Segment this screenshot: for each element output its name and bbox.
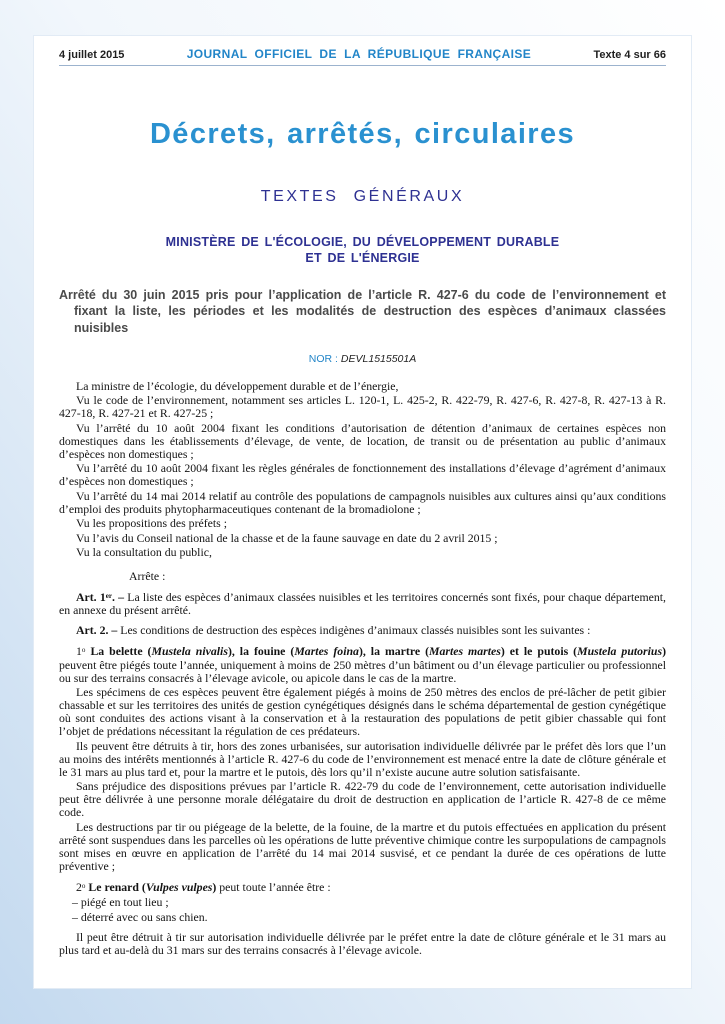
header-rule: [59, 65, 666, 66]
body-paragraph: Les destructions par tir ou piégeage de la belette, de la fouine, de la martre et du putois effectuées en application du présent arrêté sont suspendues dans les parcelles où les opérations de lutte préventive chimique contre les surpopulations de campagnols sont mises en œuvre en application de l’arrêté du 14 mai 2014 susvisé, et ce pendant la durée de ces opérations de lutte préventive ;: [59, 819, 666, 873]
body-paragraph: Art. 1er. – La liste des espèces d’animaux classées nuisibles et les territoires concernés sont fixés, pour chaque département, en annexe du présent arrêté.: [59, 590, 666, 618]
body-paragraph: Vu l’arrêté du 10 août 2004 fixant les règles générales de fonctionnement des installations d’élevage d’agrément d’animaux d’espèces non domestiques ;: [59, 461, 666, 489]
document-page: [33, 35, 692, 989]
body-paragraph: Il peut être détruit à tir sur autorisation individuelle délivrée par le préfet entre la date de clôture générale et le 31 mars au plus tard et au-delà du 31 mars sur des terrains consacrés à l’élevage avicole.: [59, 929, 666, 957]
body-paragraph: Vu l’avis du Conseil national de la chasse et de la faune sauvage en date du 2 avril 2015 ;: [76, 530, 498, 545]
body-paragraph: Vu le code de l’environnement, notamment ses articles L. 120-1, L. 425-2, R. 422-79, R. 427-6, R. 427-8, R. 427-13 à R. 427-18, R. 427-21 et R. 427-25 ;: [59, 393, 666, 421]
body-paragraph: – piégé en tout lieu ;: [72, 894, 169, 909]
body-paragraph: Les spécimens de ces espèces peuvent être également piégés à moins de 250 mètres des enclos de pré-lâcher de petit gibier chassable et sur les territoires des unités de gestion cynégétiques désignés dans le schéma départemental de gestion cynégétique où sont conduites des actions visant à la conservation et à la restauration des populations de petit gibier chassable qui font l’objet de prédations nécessitant la régulation de ces prédateurs.: [59, 685, 666, 739]
body-paragraph: 2$^o$ Le renard (Vulpes vulpes) peut toute l’année être :: [76, 879, 331, 894]
ministry-line2: ET DE L'ÉNERGIE: [305, 251, 420, 265]
page-header: [59, 36, 666, 61]
article-title: Arrêté du 30 juin 2015 pris pour l’application de l’article R. 427-6 du code de l’environnement et fixant la liste, les périodes et les modalités de destruction des espèces d’animaux classées nuisibles: [59, 288, 666, 335]
body-paragraph: – déterré avec ou sans chien.: [72, 909, 208, 924]
nor-label: NOR :: [308, 352, 338, 365]
section-title: TEXTES GÉNÉRAUX: [260, 188, 465, 205]
body-paragraph: 1$^o$ La belette (Mustela nivalis), la fouine (Martes foina), la martre (Martes martes) et le putois (Mustela putorius) peuvent être piégés toute l’année, uniquement à moins de 250 mètres d’un bâtiment ou d’un élevage particulier ou professionnel ou sur des terrains consacrés à l’élevage avicole, ou apicole dans le cas de la martre.: [59, 644, 667, 685]
header-date: 4 juillet 2015: [59, 49, 125, 61]
body-paragraph: Vu la consultation du public,: [76, 545, 212, 560]
document-title: Décrets, arrêtés, circulaires: [149, 118, 576, 150]
body-paragraph: Vu les propositions des préfets ;: [76, 516, 227, 531]
body-paragraph: Sans préjudice des dispositions prévues par l’article R. 422-79 du code de l’environnement, cette autorisation individuelle peut être délivrée à une personne morale délégataire du droit de destruction en application de l’article R. 427-8 de ce même code.: [59, 779, 666, 820]
body-paragraph: Ils peuvent être détruits à tir, hors des zones urbanisées, sur autorisation individuelle délivrée par le préfet dès lors que l’un au moins des intérêts mentionnés à l’article R. 427-6 du code de l’environnement est menacé entre la date de clôture générale et le 31 mars au plus tard et, pour la martre et le putois, dès lors qu’il n’existe aucune autre solution satisfaisante.: [59, 738, 666, 779]
nor-value: DEVL1515501A: [340, 352, 417, 365]
body-paragraph: Vu l’arrêté du 10 août 2004 fixant les conditions d’autorisation de détention d’animaux de certaines espèces non domestiques dans les établissements d’élevage, de vente, de location, de transit ou de présentation au public d’animaux d’espèces non domestiques ;: [59, 420, 666, 461]
document-body: [59, 380, 666, 957]
header-texte-number: Texte 4 sur 66: [593, 49, 666, 61]
body-paragraph: Art. 2. – Les conditions de destruction des espèces indigènes d’animaux classés nuisibles sont les suivantes :: [76, 623, 591, 638]
nor-line: [59, 353, 666, 365]
body-paragraph: La ministre de l’écologie, du développement durable et de l’énergie,: [76, 378, 399, 393]
body-paragraph: Arrête :: [129, 569, 166, 584]
header-journal-title: JOURNAL OFFICIEL DE LA RÉPUBLIQUE FRANÇAISE: [186, 47, 532, 61]
ministry-heading: [59, 234, 666, 266]
body-paragraph: Vu l’arrêté du 14 mai 2014 relatif au contrôle des populations de campagnols nuisibles aux cultures ainsi qu’aux conditions d’emploi des produits phytopharmaceutiques contenant de la bromadiolone ;: [59, 488, 666, 516]
ministry-line1: MINISTÈRE DE L'ÉCOLOGIE, DU DÉVELOPPEMENT DURABLE: [165, 235, 560, 249]
